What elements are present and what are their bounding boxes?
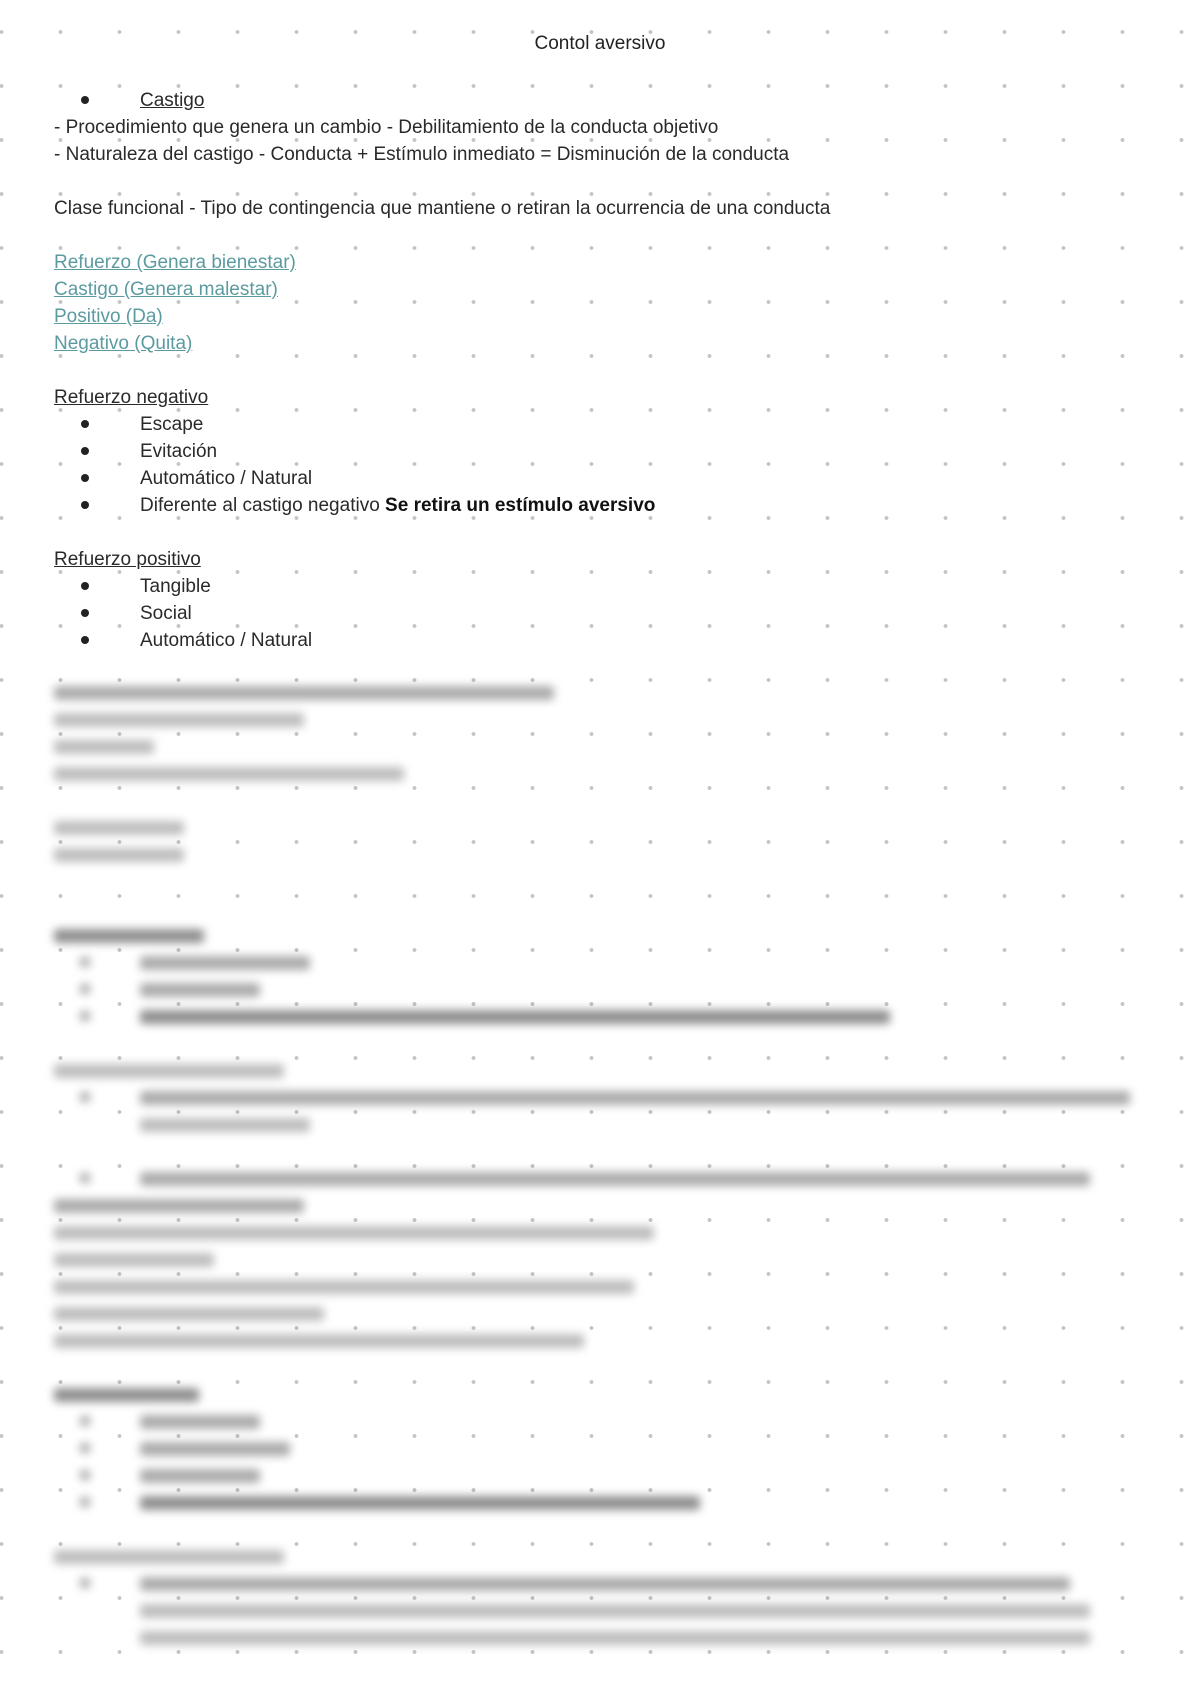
bullet-icon	[81, 474, 89, 482]
blurred-content	[54, 680, 1134, 1652]
bullet-icon	[81, 501, 89, 509]
bullet-icon	[81, 609, 89, 617]
bullet-icon	[81, 636, 89, 644]
list-item-label: Automático / Natural	[140, 468, 313, 489]
document-title: Contol aversivo	[534, 33, 666, 54]
list-item-label: Evitación	[140, 441, 218, 462]
refuerzo-negativo-heading: Refuerzo negativo	[54, 387, 209, 408]
clase-funcional-line: Clase funcional - Tipo de contingencia que mantiene o retiran la ocurrencia de una conducta	[54, 198, 831, 219]
list-item	[54, 438, 1134, 465]
link-negativo[interactable]: Negativo (Quita)	[54, 333, 193, 354]
list-item-label: Automático / Natural	[140, 630, 313, 648]
list-item	[54, 573, 1134, 600]
link-positivo[interactable]: Positivo (Da)	[54, 306, 163, 327]
list-item	[54, 627, 1134, 648]
bullet-icon	[81, 420, 89, 428]
document-content	[54, 87, 1134, 708]
definition-line-2: - Naturaleza del castigo - Conducta + Estímulo inmediato = Disminución de la conducta	[54, 144, 790, 165]
castigo-bullet	[54, 87, 1134, 114]
list-item	[54, 492, 1134, 519]
refuerzo-positivo-heading: Refuerzo positivo	[54, 549, 201, 570]
list-item	[54, 411, 1134, 438]
castigo-heading: Castigo	[140, 90, 205, 111]
list-item	[54, 600, 1134, 627]
bullet-icon	[81, 582, 89, 590]
bullet-icon	[81, 447, 89, 455]
list-item-label: Social	[140, 603, 192, 624]
list-item	[54, 465, 1134, 492]
list-item-label: Tangible	[140, 576, 211, 597]
definition-line-1: - Procedimiento que genera un cambio - Debilitamiento de la conducta objetivo	[54, 117, 719, 138]
link-refuerzo[interactable]: Refuerzo (Genera bienestar)	[54, 252, 296, 273]
list-item-label: Diferente al castigo negativo	[140, 495, 380, 516]
bullet-icon	[81, 96, 89, 104]
link-castigo[interactable]: Castigo (Genera malestar)	[54, 279, 278, 300]
list-item-label: Escape	[140, 414, 204, 435]
list-item-bold: Se retira un estímulo aversivo	[385, 495, 656, 516]
